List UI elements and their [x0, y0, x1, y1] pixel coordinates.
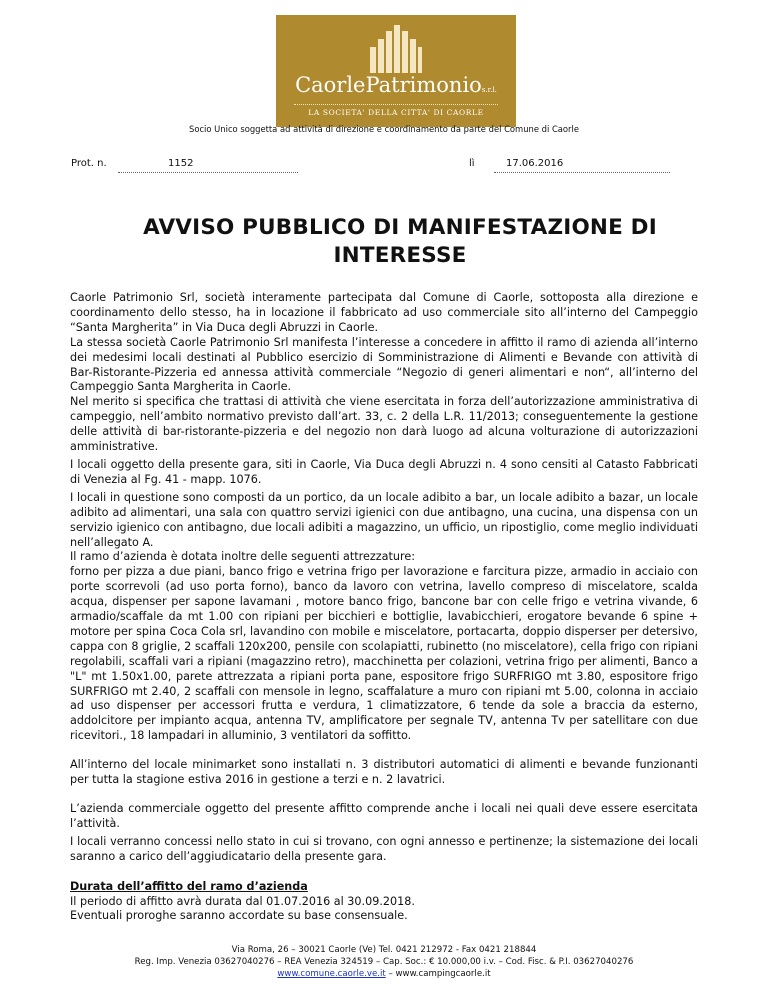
- company-logo: [276, 15, 516, 127]
- paragraph-interest: La stessa società Caorle Patrimonio Srl manifesta l’interesse a concedere in affitto il ramo di azienda all’interno dei medesimi locali destinati al Pubblico esercizio di Somministrazione di Alimenti e Bevande con attività di Bar-Ristorante-Pizzeria ed annessa attività commerciale “Negozio di generi alimentari e non“, all’interno del Campeggio Santa Margherita in Caorle.: [70, 335, 698, 394]
- footer-registration: Reg. Imp. Venezia 03627040276 – REA Venezia 324519 – Cap. Soc.: € 10.000,00 i.v. – Cod. Fisc. & P.I. 03627040276: [134, 957, 634, 967]
- document-date: 17.06.2016: [506, 158, 564, 169]
- logo-suffix: s.r.l.: [481, 86, 497, 94]
- paragraph-premises: L’azienda commerciale oggetto del presente affitto comprende anche i locali nei quali deve essere esercitata l’attività.: [70, 802, 698, 830]
- paragraph-authorization: Nel merito si specifica che trattasi di attività che viene esercitata in forza dell’autorizzazione amministrativa di campeggio, nell’ambito normativo previsto dall’art. 33, c. 2 della L.R. 11/2013; conseguentemente la gestione delle attività di bar-ristorante-pizzeria e del negozio non darà luogo ad alcuna volturazione di autorizzazioni amministrative.: [70, 395, 698, 454]
- paragraph-intro: Caorle Patrimonio Srl, società interamente partecipata dal Comune di Caorle, sottoposta alla direzione e coordinamento dello stesso, ha in locazione il fabbricato ad uso commerciale sito all’interno del Campeggio “Santa Margherita” in Via Duca degli Abruzzi in Caorle.: [70, 291, 698, 334]
- footer-address: Via Roma, 26 – 30021 Caorle (Ve) Tel. 0421 212972 - Fax 0421 218844: [231, 945, 537, 955]
- socio-unico-note: Socio Unico soggetta ad attività di direzione e coordinamento da parte del Comune di Caorle: [189, 124, 579, 134]
- paragraph-rooms: I locali in questione sono composti da un portico, da un locale adibito a bar, un locale adibito a bazar, un locale adibito ad alimentari, una sala con quattro servizi igienici con due antibagno, una cucina, una dispensa con un servizio igienico con antibagno, due locali adibiti a magazzino, un ufficio, un ripostiglio, come meglio individuati nell’allegato A.: [70, 490, 698, 549]
- document-title: [100, 214, 700, 270]
- paragraph-period: Il periodo di affitto avrà durata dal 01.07.2016 al 30.09.2018.: [70, 894, 415, 908]
- logo-emblem-icon: [368, 25, 424, 75]
- link-comune-caorle[interactable]: www.comune.caorle.ve.it: [277, 969, 386, 979]
- page-footer: [0, 944, 768, 980]
- paragraph-equipment-list: forno per pizza a due piani, banco frigo e vetrina frigo per lavorazione e farcitura pizze, armadio in acciaio con porte scorrevoli (ad uso porta forno), banco da lavoro con vetrina, lavello compreso di miscelatore, scalda acqua, dispenser per sapone lavamani , motore banco frigo, bancone bar con celle frigo e vetrina vivande, 6 armadio/scaffale da mt 1.00 con ripiani per bicchieri e bottiglie, lavabicchieri, erogatore bevande 6 spine + motore per spina Coca Cola srl, lavandino con mobile e miscelatore, portacarta, doppio disperser per detersivo, cappa con 8 griglie, 2 scaffali 120x200, pensile con scolapiatti, rubinetto (no miscelatore), cella frigo con ripiani regolabili, scaffali vari a ripiani (magazzino retro), macchinetta per colazioni, vetrina frigo per alimenti, Banco a "L" mt 1.50x1.00, parete attrezzata a ripiani porta pane, espositore frigo SURFRIGO mt 3.80, espositore frigo SURFRIGO mt 2.40, 2 scaffali con mensole in legno, scaffalature a muro con ripiani mt 5.00, colonna in acciaio ad uso dispenser per accessori frutta e verdura, 1 climatizzatore, 6 tende da sole a braccia da esterno, addolcitore per impianto acqua, antenna TV, amplificatore per segnale TV, antenna Tv per satellitare con due ricevitori., 18 lampadari in alluminio, 3 ventilatori da soffitto.: [70, 565, 698, 743]
- paragraph-cadastral: I locali oggetto della presente gara, siti in Caorle, Via Duca degli Abruzzi n. 4 sono censiti al Catasto Fabbricati di Venezia al Fg. 41 - mapp. 1076.: [70, 457, 698, 486]
- footer-link-separator: –: [385, 969, 396, 979]
- li-label: lì: [469, 158, 475, 169]
- logo-name-text: CaorlePatrimonio: [295, 73, 482, 97]
- logo-name: [276, 73, 516, 97]
- link-camping-caorle[interactable]: www.campingcaorle.it: [395, 969, 491, 979]
- prot-dotted-line: [118, 172, 298, 173]
- footer-links: [0, 968, 768, 980]
- title-line-1: AVVISO PUBBLICO DI MANIFESTAZIONE DI: [143, 215, 657, 240]
- prot-label: Prot. n.: [71, 158, 107, 169]
- title-line-2: INTERESSE: [333, 243, 467, 268]
- paragraph-extensions: Eventuali proroghe saranno accordate su base consensuale.: [70, 909, 408, 923]
- paragraph-equipment-intro: Il ramo d’azienda è dotata inoltre delle seguenti attrezzature:: [70, 550, 415, 564]
- paragraph-condition: I locali verranno concessi nello stato in cui si trovano, con ogni annesso e pertinenze; la sistemazione dei locali saranno a carico dell’aggiudicatario della presente gara.: [70, 834, 698, 863]
- prot-number: 1152: [168, 158, 194, 169]
- paragraph-minimarket: All’interno del locale minimarket sono installati n. 3 distributori automatici di alimenti e bevande funzionanti per tutta la stagione estiva 2016 in gestione a terzi e n. 2 lavatrici.: [70, 758, 698, 787]
- heading-durata: Durata dell’affitto del ramo d’azienda: [70, 879, 308, 893]
- date-dotted-line: [494, 172, 670, 173]
- document-body: [70, 291, 698, 924]
- logo-divider: [294, 104, 498, 105]
- logo-tagline: LA SOCIETA' DELLA CITTA' DI CAORLE: [308, 108, 484, 117]
